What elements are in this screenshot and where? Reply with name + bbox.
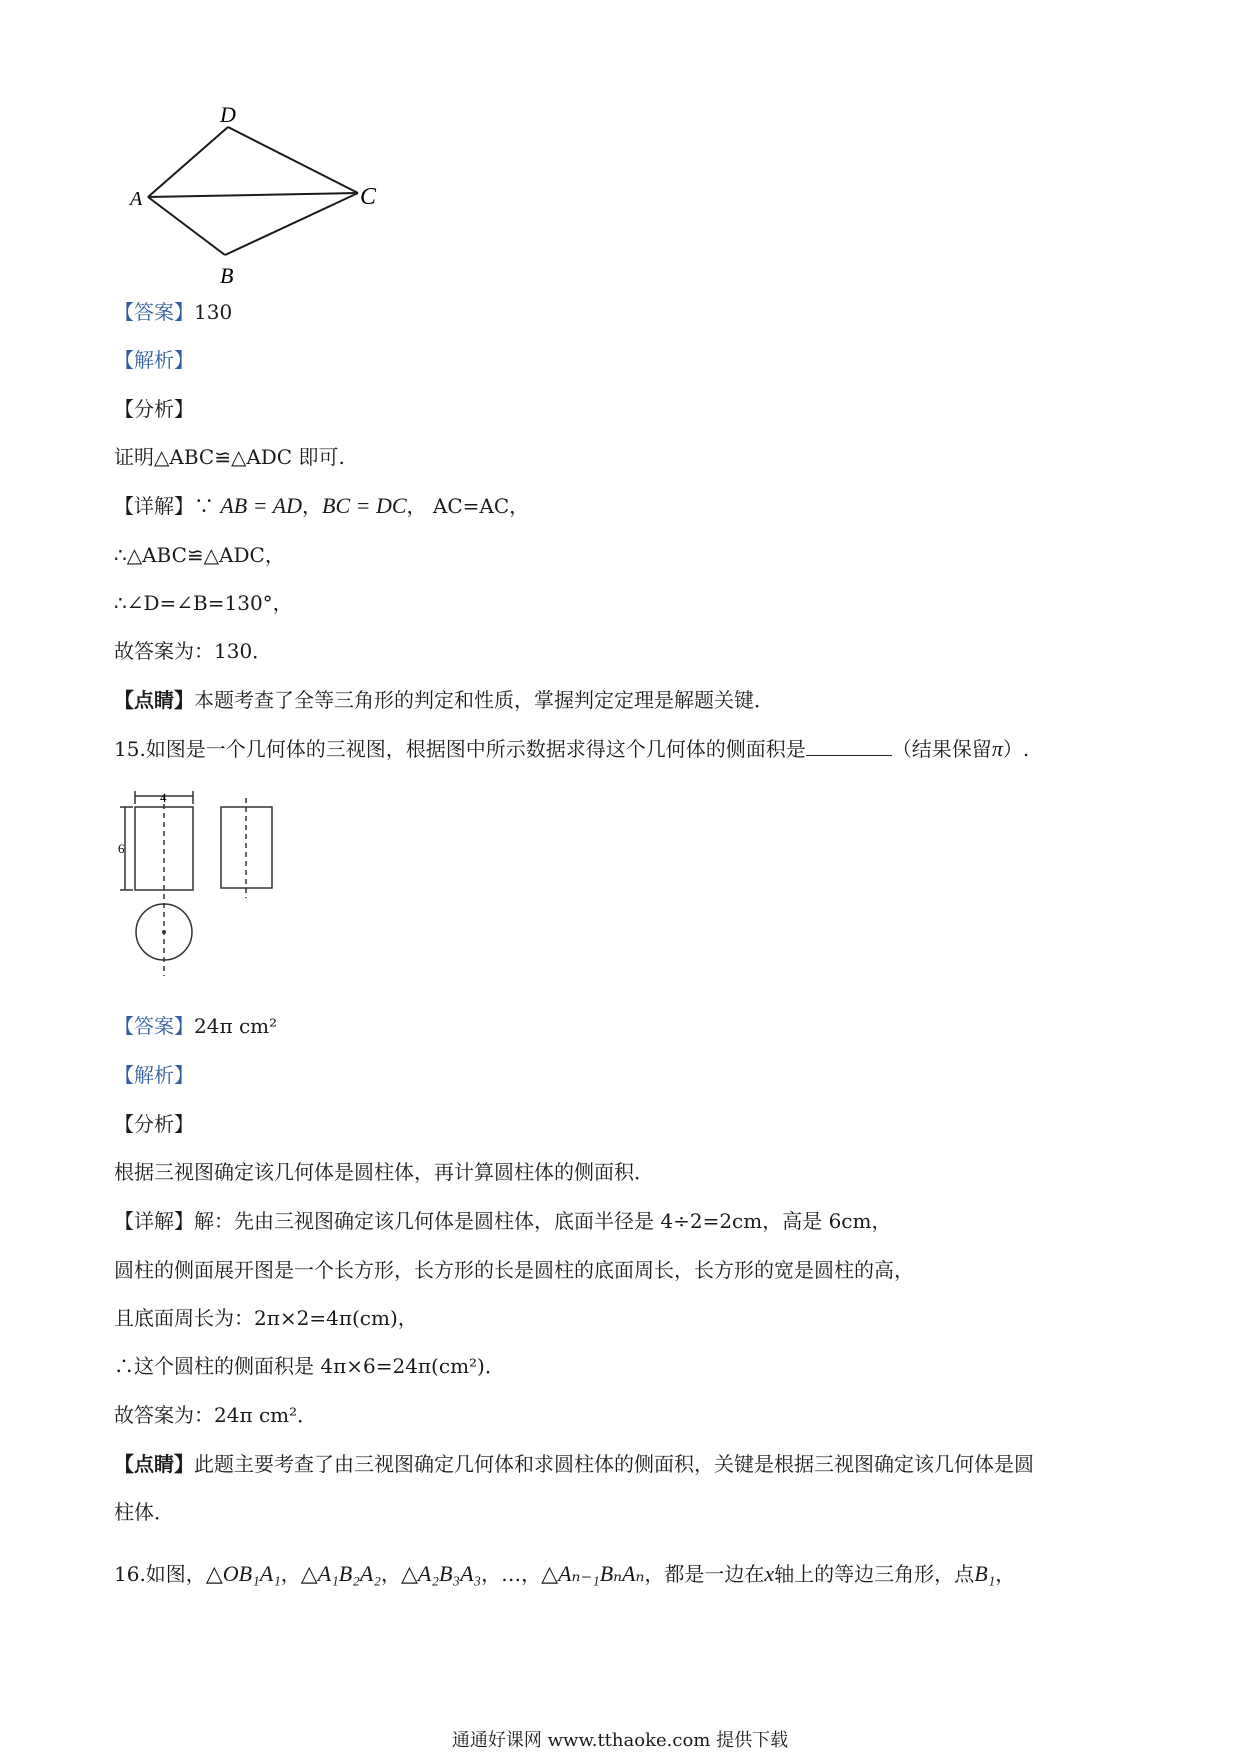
comment-text: 此题主要考查了由三视图确定几何体和求圆柱体的侧面积，关键是根据三视图确定该几何体是圆 — [194, 1452, 1034, 1476]
q14-analysis: 证明△ABC≌△ADC 即可. — [114, 445, 345, 469]
q15-detail — [114, 1207, 891, 1235]
q14-answer — [114, 298, 232, 326]
q16-suffix: 轴上的等边三角形，点 — [774, 1562, 975, 1586]
page-footer: 通通好课网 www.tthaoke.com 提供下载 — [451, 1730, 789, 1751]
answer-value: 130 — [194, 300, 233, 324]
ellipsis: …， — [501, 1562, 542, 1586]
answer-tag: 【答案】 — [114, 300, 194, 324]
q14-step2: ∴∠D=∠B=130°， — [114, 591, 293, 615]
q16-question: 16.如图，△OB₁A₁，△A₁B₂A₂，△A₂B₃A₃，…，△Aₙ₋₁BₙAₙ，都是一边在x轴上的等边三角形，点B₁， — [114, 1561, 1016, 1586]
q14-comment — [114, 686, 774, 714]
q15-question — [114, 735, 1029, 763]
detail-tag: 【详解】 — [114, 494, 194, 518]
comment-text: 本题考查了全等三角形的判定和性质，掌握判定定理是解题关键． — [194, 688, 774, 712]
q16-prefix: 16.如图， — [114, 1562, 206, 1586]
three-view-figure — [118, 790, 318, 990]
width-label: 4 — [160, 790, 167, 805]
question-end: ）. — [1002, 737, 1030, 761]
q15-comment — [114, 1450, 1034, 1478]
q14-detail — [114, 492, 529, 520]
q15-analysis: 根据三视图确定该几何体是圆柱体，再计算圆柱体的侧面积． — [114, 1160, 654, 1184]
question-post: （结果保留 — [891, 737, 992, 761]
q15-answer — [114, 1012, 277, 1040]
q15-fenxi: 【分析】 — [114, 1112, 194, 1136]
answer-blank — [806, 737, 892, 756]
detail-text: 解：先由三视图确定该几何体是圆柱体，底面半径是 4÷2=2cm，高是 6cm， — [194, 1209, 892, 1233]
kite-figure — [128, 102, 388, 288]
detail-tag: 【详解】 — [114, 1209, 194, 1233]
comment-tag: 【点睛】 — [114, 688, 194, 712]
label-C: C — [360, 184, 377, 210]
q15-comment-cont: 柱体． — [114, 1500, 174, 1524]
triangle-3: △A₂B₃A₃ — [400, 1561, 482, 1586]
label-A: A — [130, 188, 143, 210]
answer-tag: 【答案】 — [114, 1014, 194, 1038]
triangle-n: △Aₙ₋₁BₙAₙ — [541, 1561, 645, 1586]
q15-line4: ∴这个圆柱的侧面积是 4π×6=24π(cm²)． — [114, 1354, 505, 1378]
q15-jiexi: 【解析】 — [114, 1063, 194, 1087]
question-text: 15.如图是一个几何体的三视图，根据图中所示数据求得这个几何体的侧面积是 — [114, 737, 806, 761]
x-axis-var: x — [764, 1561, 775, 1586]
q15-line2: 圆柱的侧面展开图是一个长方形，长方形的长是圆柱的底面周长，长方形的宽是圆柱的高， — [114, 1258, 914, 1282]
point-b1: B₁ — [974, 1561, 996, 1586]
label-B: B — [220, 263, 234, 288]
answer-value: 24π cm² — [194, 1014, 278, 1038]
comma: ， — [302, 494, 323, 518]
q15-line3: 且底面周长为：2π×2=4π(cm)， — [114, 1306, 418, 1330]
q14-jiexi: 【解析】 — [114, 348, 194, 372]
eq-ab-ad: AB = AD — [220, 493, 303, 518]
eq-bc-dc: BC = DC — [322, 493, 407, 518]
triangle-1: △OB₁A₁ — [205, 1561, 281, 1586]
q16-end: ， — [995, 1562, 1016, 1586]
label-D: D — [220, 102, 236, 127]
q15-final: 故答案为：24π cm²． — [114, 1403, 318, 1427]
q14-step1: ∴△ABC≌△ADC， — [114, 543, 285, 567]
height-label: 6 — [118, 841, 125, 856]
because-sign: ∵ — [194, 494, 214, 518]
q14-fenxi: 【分析】 — [114, 397, 194, 421]
comment-tag: 【点睛】 — [114, 1452, 194, 1476]
pi-symbol: π — [991, 736, 1003, 761]
triangle-2: △A₁B₂A₂ — [300, 1561, 381, 1586]
detail-rest: ， AC=AC， — [406, 494, 530, 518]
q14-final: 故答案为：130． — [114, 639, 273, 663]
q16-middle: ，都是一边在 — [644, 1562, 765, 1586]
